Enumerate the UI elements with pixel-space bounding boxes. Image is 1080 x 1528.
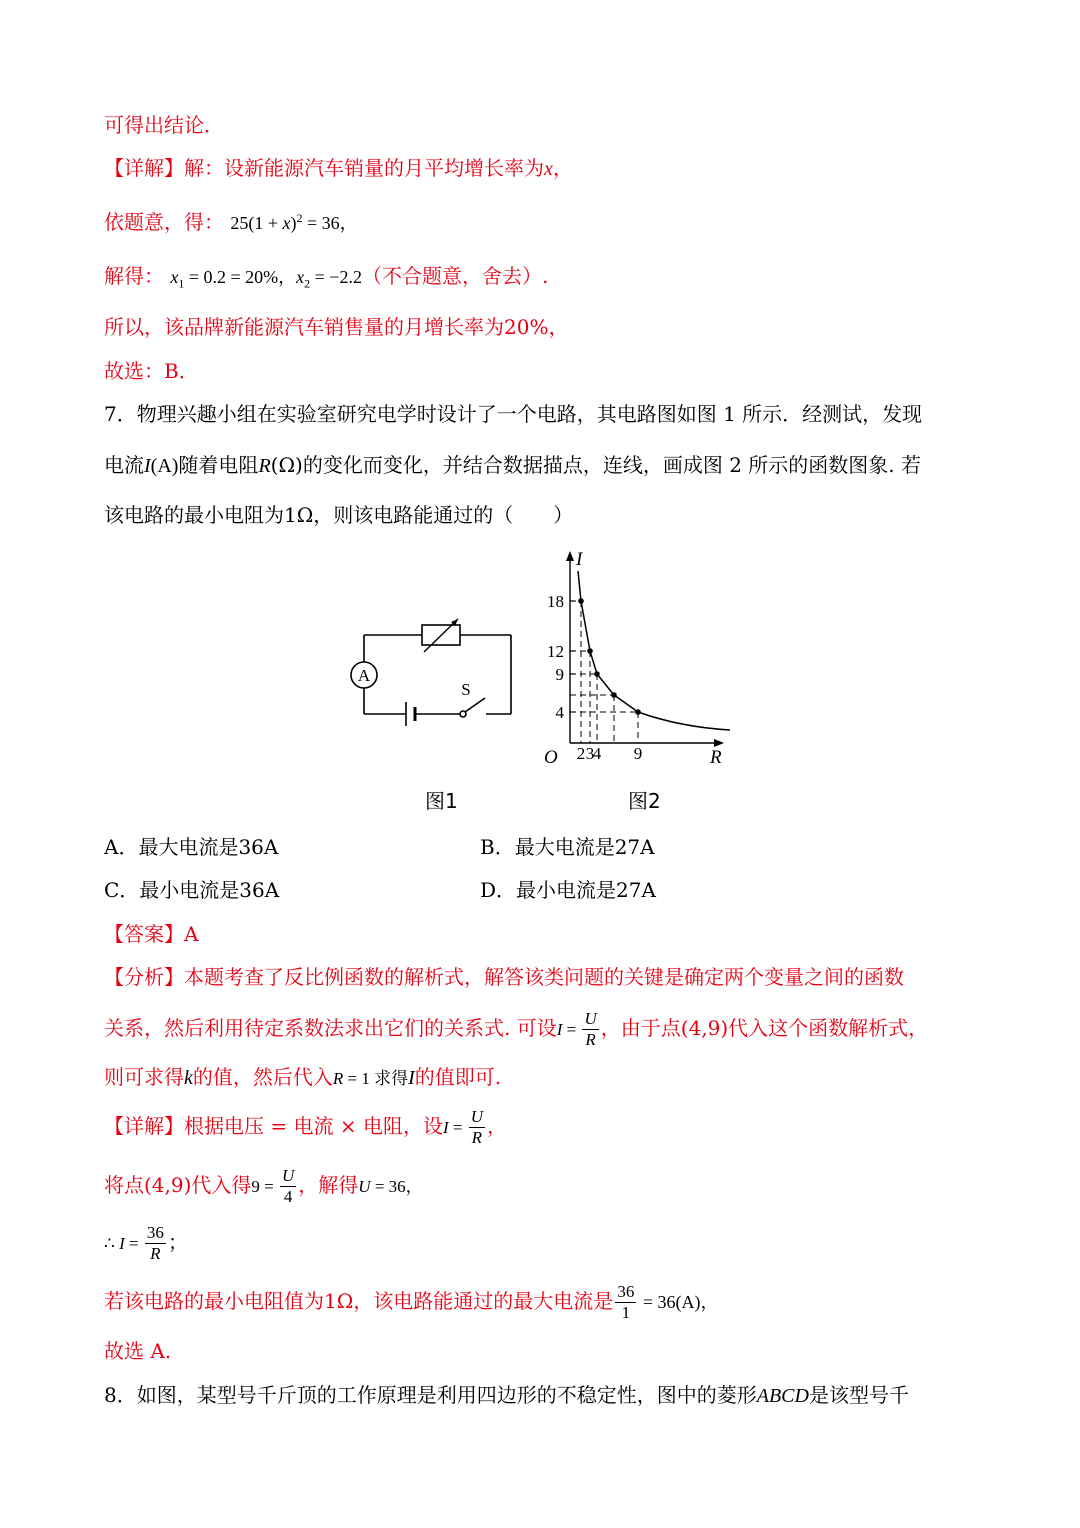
function-curve — [578, 571, 730, 730]
y-tick-label: 18 — [547, 592, 564, 611]
fraction-36-over-1: $\frac{36}{1}$ — [617, 1282, 635, 1322]
data-point — [587, 648, 593, 654]
analysis-line-3: 则可求得k的值，然后代入R = 1 求得I的值即可. — [104, 1065, 502, 1089]
fraction-u-over-4: $\frac{U}{4}$ — [282, 1166, 295, 1206]
y-tick-label: 4 — [555, 703, 564, 722]
y-tick-label: 9 — [555, 665, 564, 684]
answer-line: 【答案】A — [104, 922, 199, 946]
option-c[interactable]: C．最小电流是36A — [104, 878, 280, 902]
solution-values: $x_1 = 0.2 = 20\%$，$x_2 = -2.2$ — [170, 267, 362, 291]
x-tick-label: 4 — [592, 744, 602, 763]
x-axis-arrow — [714, 739, 724, 747]
analysis-line-1: 【分析】本题考查了反比例函数的解析式，解答该类问题的关键是确定两个变量之间的函数 — [104, 965, 904, 989]
option-a[interactable]: A．最大电流是36A — [104, 835, 279, 859]
origin-label: O — [544, 747, 558, 768]
detail-line-4: 若该电路的最小电阻值为1Ω，该电路能通过的最大电流是 $\frac{36}{1}$ = 36(A)， — [104, 1282, 719, 1322]
fraction-u-over-r: $\frac{U}{R}$ — [470, 1107, 483, 1147]
x-tick-label: 9 — [633, 744, 643, 763]
analysis-line-2: 关系，然后利用待定系数法求出它们的关系式. 可设I = $\frac{U}{R}$ ，由于点(4,9)代入这个函数解析式， — [104, 1009, 929, 1049]
line-equation: 依题意，得： $25(1 + x)^2 = 36$， — [104, 210, 358, 234]
option-d[interactable]: D．最小电流是27A — [480, 878, 656, 902]
line-result: 所以，该品牌新能源汽车销售量的月增长率为20%， — [104, 315, 569, 339]
fraction-u-over-r: $\frac{U}{R}$ — [584, 1009, 597, 1049]
x-tick-label: 2 — [576, 744, 586, 763]
data-point — [611, 692, 617, 698]
x-axis-label: R — [710, 747, 722, 768]
question-7-line-1: 7．物理兴趣小组在实验室研究电学时设计了一个电路，其电路图如图 1 所示．经测试，发现 — [104, 402, 923, 426]
data-point — [594, 671, 600, 677]
line-detail-1: 【详解】解：设新能源汽车销量的月平均增长率为x， — [104, 156, 573, 180]
inverse-function-graph — [530, 545, 750, 775]
detail-line-2: 将点(4,9)代入得9 = $\frac{U}{4}$ ，解得U = 36， — [104, 1166, 423, 1206]
ammeter-label: A — [357, 666, 371, 685]
line-conclusion: 可得出结论． — [104, 113, 224, 137]
detail-line-1: 【详解】根据电压 = 电流 × 电阻，设I = $\frac{U}{R}$ ， — [104, 1107, 507, 1147]
data-point — [578, 598, 584, 604]
figure-1-caption: 图1 — [425, 789, 458, 813]
option-b[interactable]: B．最大电流是27A — [480, 835, 655, 859]
question-7-line-2: 电流I(A)随着电阻R(Ω)的变化而变化，并结合数据描点，连线，画成图 2 所示的函数图象. 若 — [104, 453, 921, 477]
switch-label: S — [461, 680, 471, 699]
x-tick-label: 3 — [585, 744, 595, 763]
y-axis-arrow — [566, 551, 574, 561]
line-choice: 故选：B． — [104, 359, 199, 383]
figure-2-caption: 图2 — [628, 789, 661, 813]
circuit-diagram — [340, 610, 530, 735]
detail-line-3: ∴ I = $\frac{36}{R}$ ； — [104, 1223, 188, 1263]
y-axis-label: I — [576, 549, 583, 570]
y-tick-label: 12 — [547, 642, 564, 661]
equation: $25(1 + x)^2 = 36$， — [230, 211, 358, 233]
question-8-line-1: 8．如图，某型号千斤顶的工作原理是利用四边形的不稳定性，图中的菱形ABCD是该型号千 — [104, 1383, 909, 1407]
detail-line-5: 故选 A. — [104, 1339, 172, 1363]
detail-tag: 【详解】 — [104, 156, 184, 180]
line-solution: 解得： $x_1 = 0.2 = 20\%$，$x_2 = -2.2$（不合题意，舍去）. — [104, 264, 549, 291]
question-7-line-3: 该电路的最小电阻为1Ω，则该电路能通过的（ ） — [104, 503, 574, 527]
data-point — [635, 709, 641, 715]
fraction-36-over-r: $\frac{36}{R}$ — [146, 1223, 164, 1263]
